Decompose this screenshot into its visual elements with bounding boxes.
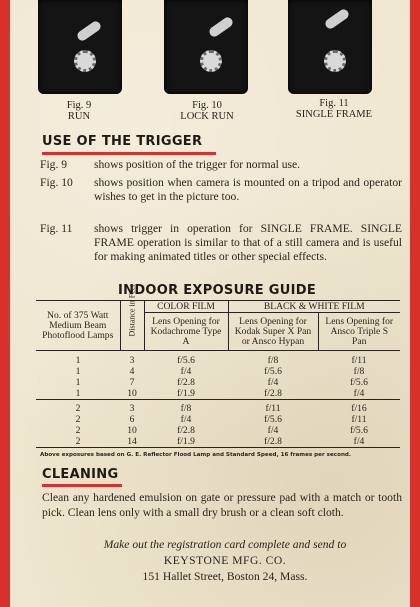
trigger-heading-underline <box>42 152 216 155</box>
fig-9-caption: Fig. 9 RUN <box>66 100 92 122</box>
table-row: 1 7 f/2.8 f/4 f/5.6 <box>75 376 368 388</box>
table-row: 1 3 f/5.6 f/8 f/11 <box>75 354 367 366</box>
table-row: 1 10 f/1.9 f/2.8 f/4 <box>36 388 400 400</box>
trigger-item-fig10: Fig. 10 shows position when camera is mounted on a tripod and operator wishes to get in the picture too. <box>40 176 402 203</box>
trigger-item-fig11: Fig. 11 shows trigger in operation for SINGLE FRAME. SINGLE FRAME operation is similar to that of a still camera and is useful for making animated titles or other special effects. <box>40 222 402 263</box>
cleaning-heading-underline <box>42 484 122 487</box>
registration-note: Make out the registration card complete and send to <box>103 538 347 551</box>
col-distance-header: Distance in Feet <box>120 301 144 351</box>
fig-10-photo <box>164 0 248 94</box>
col-lamps-header: No. of 375 Watt Medium Beam Photoflood Lamps <box>36 301 120 351</box>
group-bw-film: BLACK & WHITE FILM <box>228 301 400 313</box>
manual-page <box>10 0 410 607</box>
cleaning-heading: CLEANING <box>42 467 119 482</box>
col-superx-header: Lens Opening for Kodak Super X Pan or Ansco Hypan <box>228 313 318 351</box>
table-row: 2 10 f/2.8 f/4 f/5.6 <box>75 425 368 436</box>
table-row: 2 14 f/1.9 f/2.8 f/4 <box>36 436 400 448</box>
cleaning-text: Clean any hardened emulsion on gate or pressure pad with a match or tooth pick. Clean lens only with a small dry brush or a clean soft cloth. <box>42 491 402 519</box>
exposure-heading: INDOOR EXPOSURE GUIDE <box>118 283 316 298</box>
group-color-film: COLOR FILM <box>144 301 228 313</box>
fig-10-caption: Fig. 10 LOCK RUN <box>180 100 234 122</box>
exposure-footnote: Above exposures based on G. E. Reflector Flood Lamp and Standard Speed, 16 frames per second. <box>40 452 352 458</box>
fig-11-photo <box>288 0 372 94</box>
fig-11-caption: Fig. 11 SINGLE FRAME <box>295 98 373 120</box>
trigger-item-fig9: Fig. 9 shows position of the trigger for normal use. <box>40 158 301 171</box>
col-kodachrome-header: Lens Opening for Kodachrome Type A <box>144 313 228 351</box>
figure-strip <box>10 0 410 130</box>
table-row: 1 4 f/4 f/5.6 f/8 <box>75 365 365 377</box>
col-triples-header: Lens Opening for Ansco Triple S Pan <box>325 315 394 347</box>
company-name: KEYSTONE MFG. CO. <box>163 554 287 567</box>
company-address: 151 Hallet Street, Boston 24, Mass. <box>142 570 308 583</box>
table-row: 2 3 f/8 f/11 f/16 <box>75 403 367 414</box>
trigger-heading: USE OF THE TRIGGER <box>42 134 203 149</box>
table-row: 2 6 f/4 f/5.6 f/11 <box>75 414 367 425</box>
fig-9-photo <box>38 0 122 94</box>
